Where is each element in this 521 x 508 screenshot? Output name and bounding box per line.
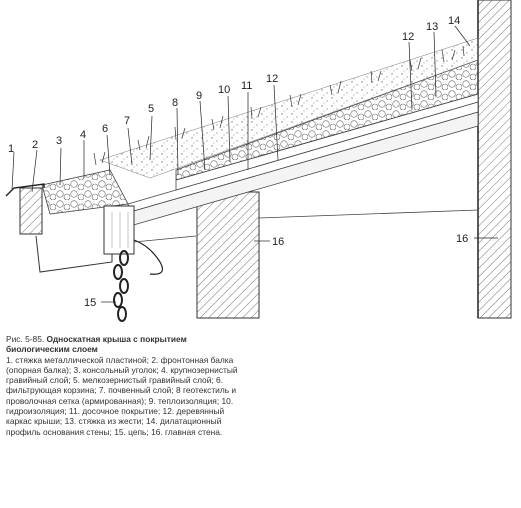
eave-detail	[6, 170, 196, 274]
callout-7: 7	[124, 115, 131, 127]
callout-12-right: 12	[402, 31, 415, 43]
callout-3: 3	[56, 135, 63, 147]
callout-16-right: 16	[456, 233, 469, 245]
main-wall-right	[478, 0, 511, 318]
fascia-beam	[20, 188, 42, 234]
ceiling-line	[259, 210, 478, 218]
figure-label: Рис. 5-85.	[6, 334, 45, 344]
callout-4: 4	[80, 129, 87, 141]
figure-caption	[6, 334, 252, 437]
callout-1: 1	[8, 143, 15, 155]
figure-legend: 1. стяжка металлической пластиной; 2. фронтонная балка (опорная балка); 3. консольный уголок; 4. крупнозернистый гравийный слой; 5. мелкозернистый гравийный слой; 6. фильтрующая корзина; 7. почвенный слой; 8 геотекстиль и проволочная сетка (армированная); 9. теплоизоляция; 10. гидроизоляция; 11. досочное покрытие; 12. деревянный каркас крыши; 13. стяжка из жести; 14. дилатационный профиль основания стены; 15. цепь; 16. главная стена.	[6, 354, 238, 437]
callout-15: 15	[84, 297, 97, 309]
callout-2: 2	[32, 139, 39, 151]
consol-angle	[36, 236, 112, 272]
callout-14: 14	[448, 15, 461, 27]
callout-8: 8	[172, 97, 179, 109]
main-wall-middle	[197, 192, 259, 318]
filter-basket	[104, 206, 134, 254]
callout-6: 6	[102, 123, 109, 135]
callout-16-middle: 16	[272, 236, 285, 248]
roof-layers	[100, 38, 478, 226]
callout-5: 5	[148, 103, 155, 115]
callout-10: 10	[218, 84, 231, 96]
callout-11: 11	[241, 80, 253, 92]
rain-chain	[114, 251, 128, 321]
callout-9: 9	[196, 90, 203, 102]
rain-chain-hook	[134, 240, 162, 274]
callout-13: 13	[426, 21, 439, 33]
figure-title: Односкатная крыша с покрытием биологическим слоем	[6, 334, 187, 355]
callout-12-left: 12	[266, 73, 279, 85]
